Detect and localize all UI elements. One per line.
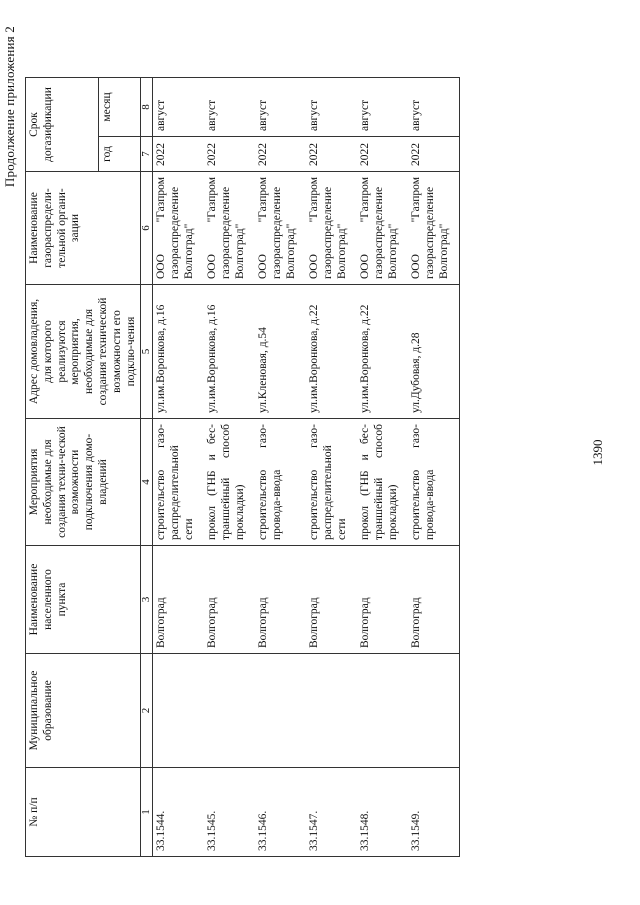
cell-measures: прокол (ГНБ и бес-траншейный способ прокладки)	[357, 419, 408, 546]
cell-month: август	[306, 78, 357, 137]
appendix-caption: Продолжение приложения 2	[2, 26, 17, 188]
gasification-table	[25, 77, 460, 857]
header-num: № п/п	[26, 768, 141, 857]
cell-year: 2022	[408, 137, 460, 172]
cell-num: 33.1544.	[153, 768, 205, 857]
column-number: 5	[141, 285, 153, 419]
cell-organization: ООО "Газпром газораспределение Волгоград"	[306, 172, 357, 285]
column-number: 8	[141, 78, 153, 137]
cell-address: ул.им.Воронкова, д.22	[306, 285, 357, 419]
table-row	[408, 78, 460, 857]
cell-address: ул.им.Воронкова, д.16	[204, 285, 255, 419]
cell-organization: ООО "Газпром газораспределение Волгоград"	[255, 172, 306, 285]
cell-settlement: Волгоград	[204, 546, 255, 654]
cell-municipality	[153, 654, 205, 768]
cell-settlement: Волгоград	[357, 546, 408, 654]
table-row	[153, 78, 205, 857]
cell-num: 33.1545.	[204, 768, 255, 857]
cell-measures: строительство газо-провода-ввода	[408, 419, 460, 546]
column-number-row	[141, 78, 153, 857]
column-number: 1	[141, 768, 153, 857]
header-measures: Мероприятия необходимые для создания техни-ческой возможности подключения домо-владений	[26, 419, 141, 546]
cell-organization: ООО "Газпром газораспределение Волгоград"	[153, 172, 205, 285]
cell-year: 2022	[306, 137, 357, 172]
cell-municipality	[408, 654, 460, 768]
cell-num: 33.1549.	[408, 768, 460, 857]
cell-year: 2022	[153, 137, 205, 172]
column-number: 6	[141, 172, 153, 285]
cell-address: ул.Кленовая, д.54	[255, 285, 306, 419]
cell-municipality	[306, 654, 357, 768]
table-row	[306, 78, 357, 857]
column-number: 2	[141, 654, 153, 768]
cell-num: 33.1547.	[306, 768, 357, 857]
column-number: 7	[141, 137, 153, 172]
cell-settlement: Волгоград	[408, 546, 460, 654]
cell-month: август	[255, 78, 306, 137]
cell-year: 2022	[357, 137, 408, 172]
header-organization: Наименование газораспредели-тельной органи-зации	[26, 172, 141, 285]
cell-month: август	[204, 78, 255, 137]
header-year: год	[99, 137, 141, 172]
cell-municipality	[204, 654, 255, 768]
cell-year: 2022	[204, 137, 255, 172]
header-municipality: Муниципальное образование	[26, 654, 141, 768]
header-month: месяц	[99, 78, 141, 137]
cell-organization: ООО "Газпром газораспределение Волгоград"	[204, 172, 255, 285]
header-settlement: Наименование населенного пункта	[26, 546, 141, 654]
cell-num: 33.1546.	[255, 768, 306, 857]
header-deadline: Срок догазификации	[26, 78, 99, 172]
page-number: 1390	[590, 439, 605, 466]
cell-settlement: Волгоград	[255, 546, 306, 654]
cell-measures: прокол (ГНБ и бес-траншейный способ прокладки)	[204, 419, 255, 546]
column-number: 3	[141, 546, 153, 654]
cell-municipality	[255, 654, 306, 768]
cell-municipality	[357, 654, 408, 768]
cell-address: ул.им.Воронкова, д.16	[153, 285, 205, 419]
cell-month: август	[357, 78, 408, 137]
table-row	[204, 78, 255, 857]
header-address: Адрес домовладения, для которого реализуются мероприятия, необходимые для создания технической возможности его подклю-чения	[26, 285, 141, 419]
cell-measures: строительство газо-распределительной сети	[153, 419, 205, 546]
cell-measures: строительство газо-провода-ввода	[255, 419, 306, 546]
cell-num: 33.1548.	[357, 768, 408, 857]
table-row	[357, 78, 408, 857]
cell-organization: ООО "Газпром газораспределение Волгоград"	[408, 172, 460, 285]
cell-organization: ООО "Газпром газораспределение Волгоград"	[357, 172, 408, 285]
cell-settlement: Волгоград	[153, 546, 205, 654]
cell-month: август	[408, 78, 460, 137]
table-row	[255, 78, 306, 857]
cell-year: 2022	[255, 137, 306, 172]
cell-address: ул.им.Воронкова, д.22	[357, 285, 408, 419]
cell-address: ул.Дубовая, д.28	[408, 285, 460, 419]
cell-month: август	[153, 78, 205, 137]
cell-settlement: Волгоград	[306, 546, 357, 654]
column-number: 4	[141, 419, 153, 546]
cell-measures: строительство газо-распределительной сети	[306, 419, 357, 546]
